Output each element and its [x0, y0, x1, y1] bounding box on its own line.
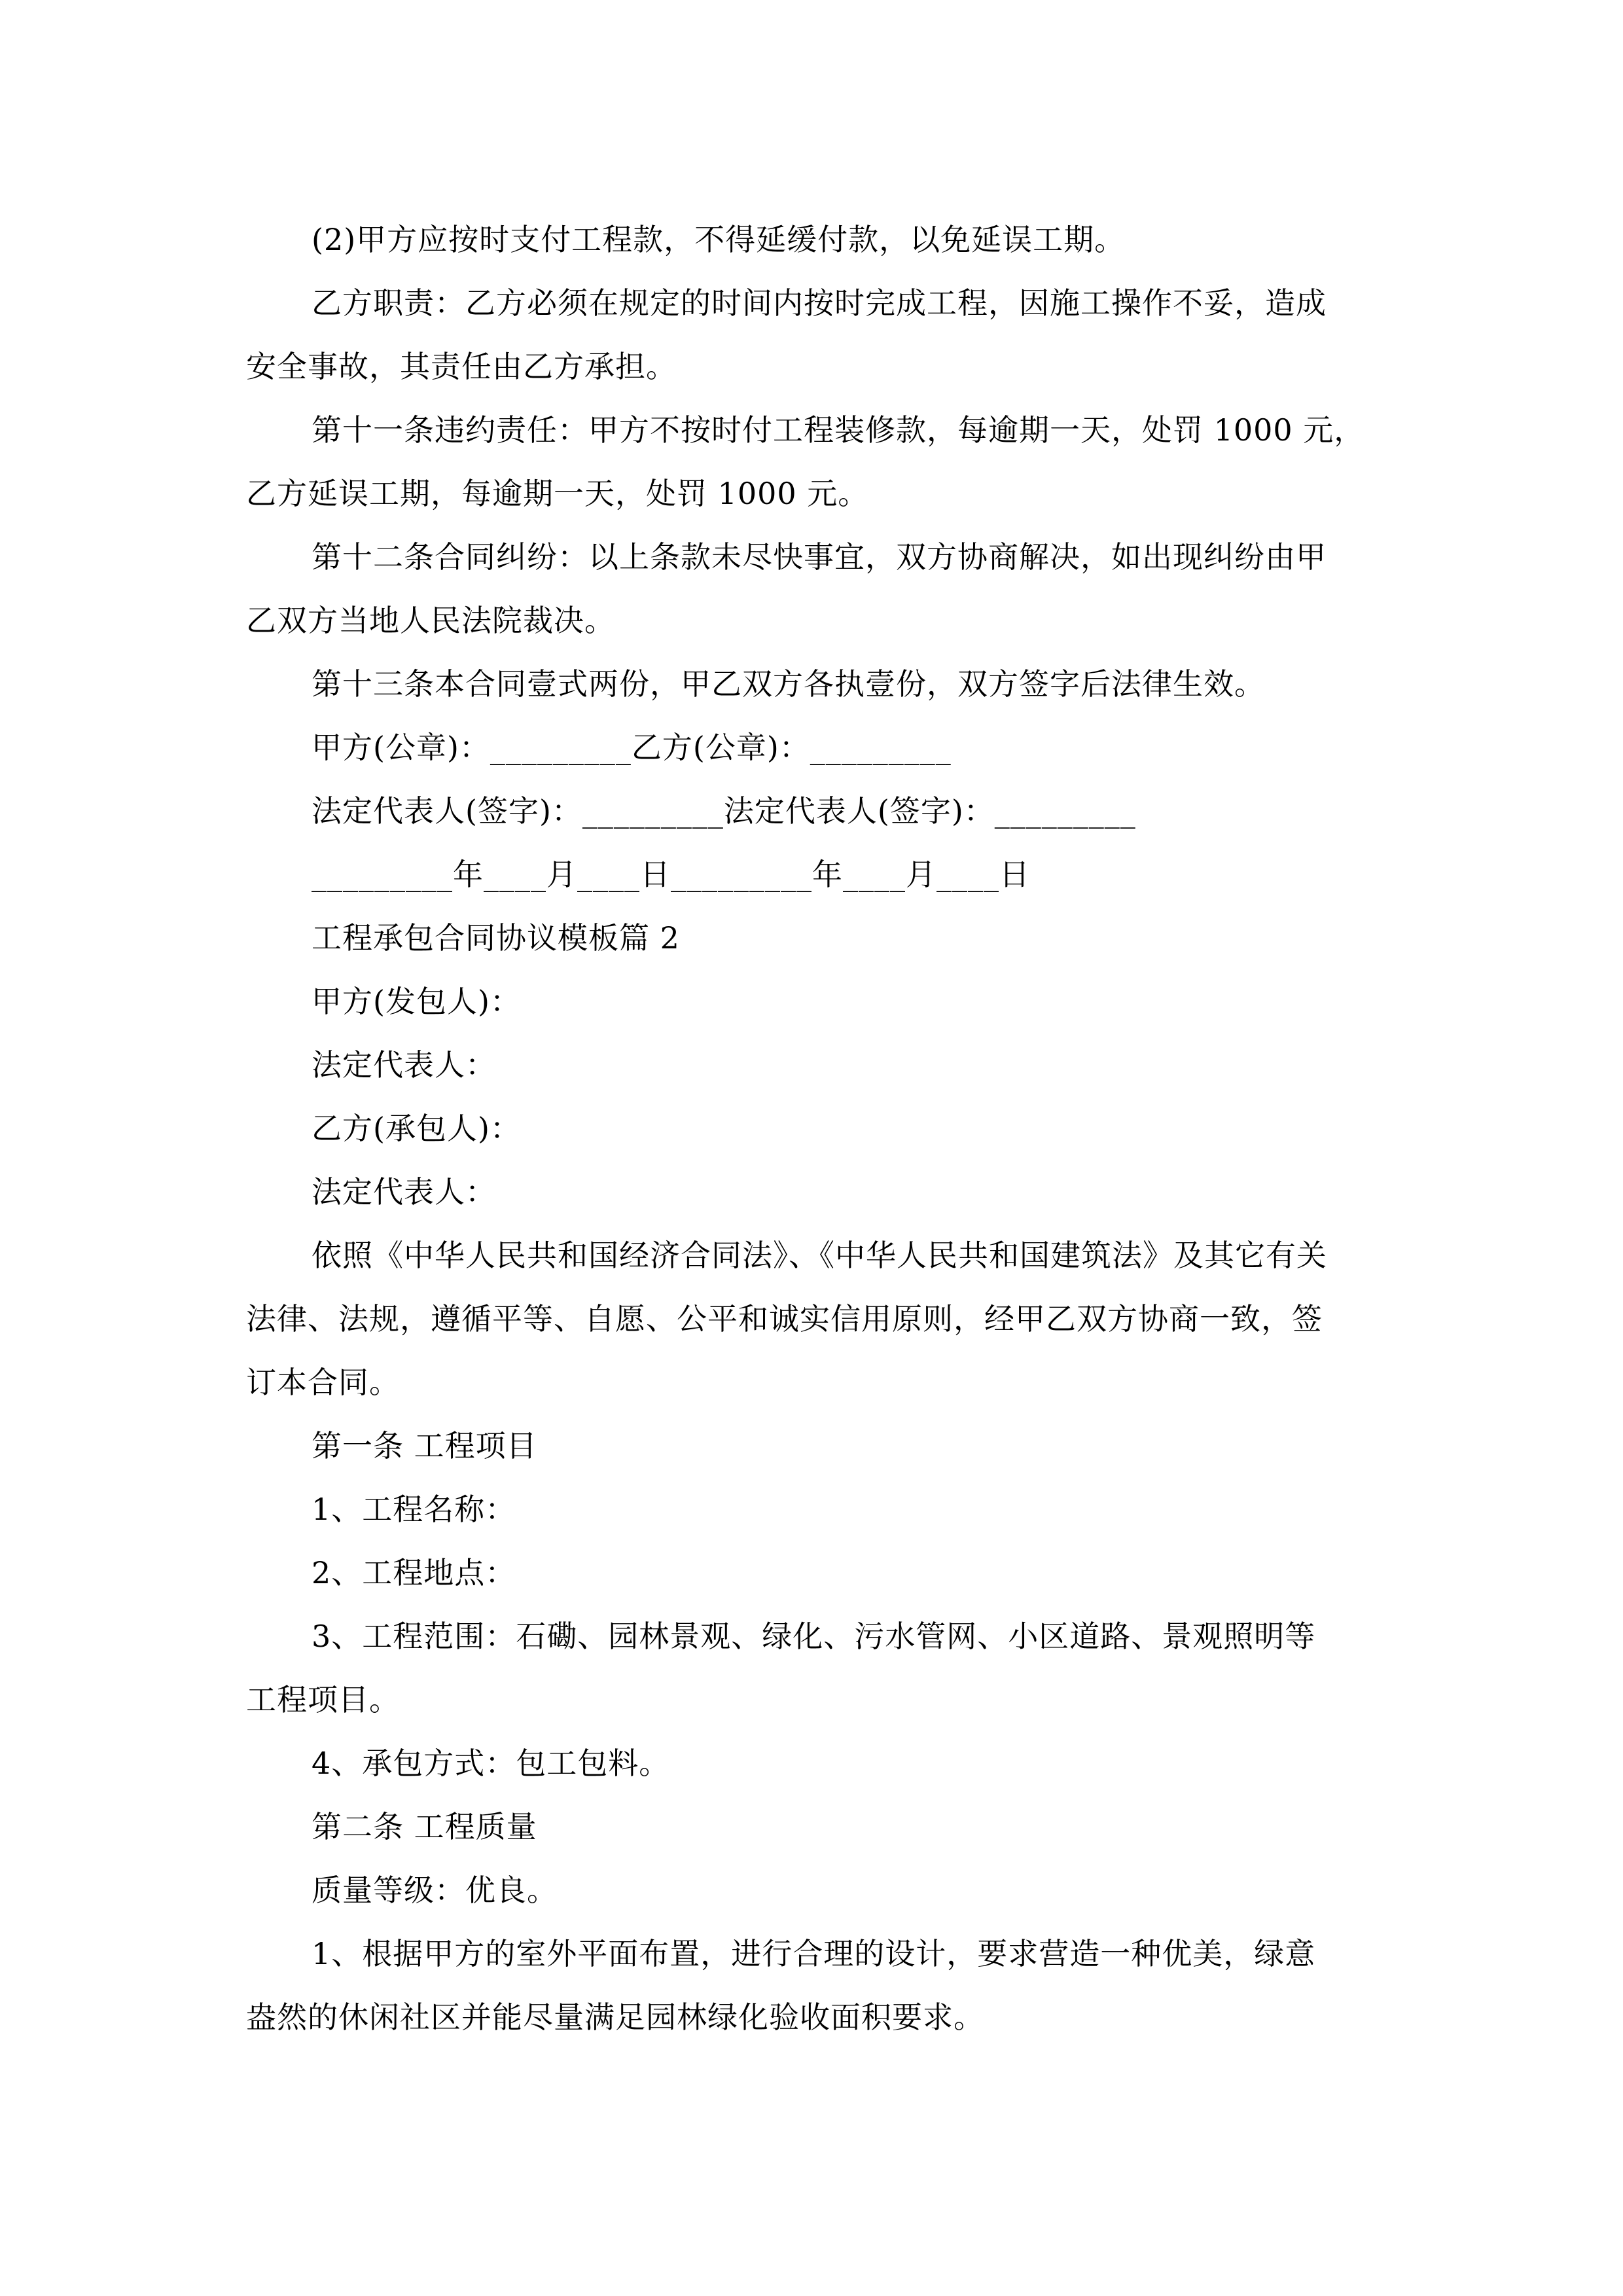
- party-a-representative-label: 法定代表人：: [312, 1047, 496, 1083]
- article-1-heading: 第一条 工程项目: [312, 1428, 537, 1463]
- para-legal-basis-line1: 依照《中华人民共和国经济合同法》、《中华人民共和国建筑法》及其它有关: [312, 1238, 1327, 1273]
- document-body: [246, 208, 1378, 2049]
- project-scope-item-line2: 工程项目。: [246, 1682, 400, 1717]
- para-article-12-line2: 乙双方当地人民法院裁决。: [246, 603, 615, 638]
- project-scope-item-line1: 3、工程范围：石磡、园林景观、绿化、污水管网、小区道路、景观照明等: [312, 1619, 1316, 1654]
- signature-representative-line: 法定代表人(签字)：_________法定代表人(签字)：_________: [312, 793, 1136, 829]
- project-location-item: 2、工程地点：: [312, 1555, 516, 1590]
- section-title: 工程承包合同协议模板篇 2: [312, 920, 680, 956]
- para-article-13: 第十三条本合同壹式两份，甲乙双方各执壹份，双方签字后法律生效。: [312, 666, 1265, 702]
- para-party-b-duty-line2: 安全事故，其责任由乙方承担。: [246, 349, 677, 384]
- design-requirement-line1: 1、根据甲方的室外平面布置，进行合理的设计，要求营造一种优美，绿意: [312, 1936, 1316, 1971]
- quality-grade: 质量等级：优良。: [312, 1873, 558, 1908]
- article-2-heading: 第二条 工程质量: [312, 1809, 537, 1844]
- para-article-12-line1: 第十二条合同纠纷：以上条款未尽快事宜，双方协商解决，如出现纠纷由甲: [312, 539, 1327, 575]
- party-b-representative-label: 法定代表人：: [312, 1174, 496, 1210]
- signature-seal-line: 甲方(公章)：_________乙方(公章)：_________: [312, 730, 952, 765]
- para-legal-basis-line2: 法律、法规，遵循平等、自愿、公平和诚实信用原则，经甲乙双方协商一致，签: [246, 1301, 1323, 1336]
- para-article-11-line2: 乙方延误工期，每逾期一天，处罚 1000 元。: [246, 476, 869, 511]
- para-legal-basis-line3: 订本合同。: [246, 1365, 400, 1400]
- design-requirement-line2: 盎然的休闲社区并能尽量满足园林绿化验收面积要求。: [246, 2000, 984, 2035]
- party-a-label: 甲方(发包人)：: [312, 984, 521, 1019]
- contract-method-item: 4、承包方式：包工包料。: [312, 1746, 670, 1781]
- signature-date-line: _________年____月____日_________年____月____日: [312, 857, 1030, 892]
- project-name-item: 1、工程名称：: [312, 1492, 516, 1527]
- party-b-label: 乙方(承包人)：: [312, 1111, 521, 1146]
- para-party-a-payment: (2)甲方应按时支付工程款，不得延缓付款，以免延误工期。: [312, 222, 1126, 257]
- para-party-b-duty-line1: 乙方职责：乙方必须在规定的时间内按时完成工程，因施工操作不妥，造成: [312, 285, 1327, 321]
- para-article-11-line1: 第十一条违约责任：甲方不按时付工程装修款，每逾期一天，处罚 1000 元，: [312, 412, 1365, 448]
